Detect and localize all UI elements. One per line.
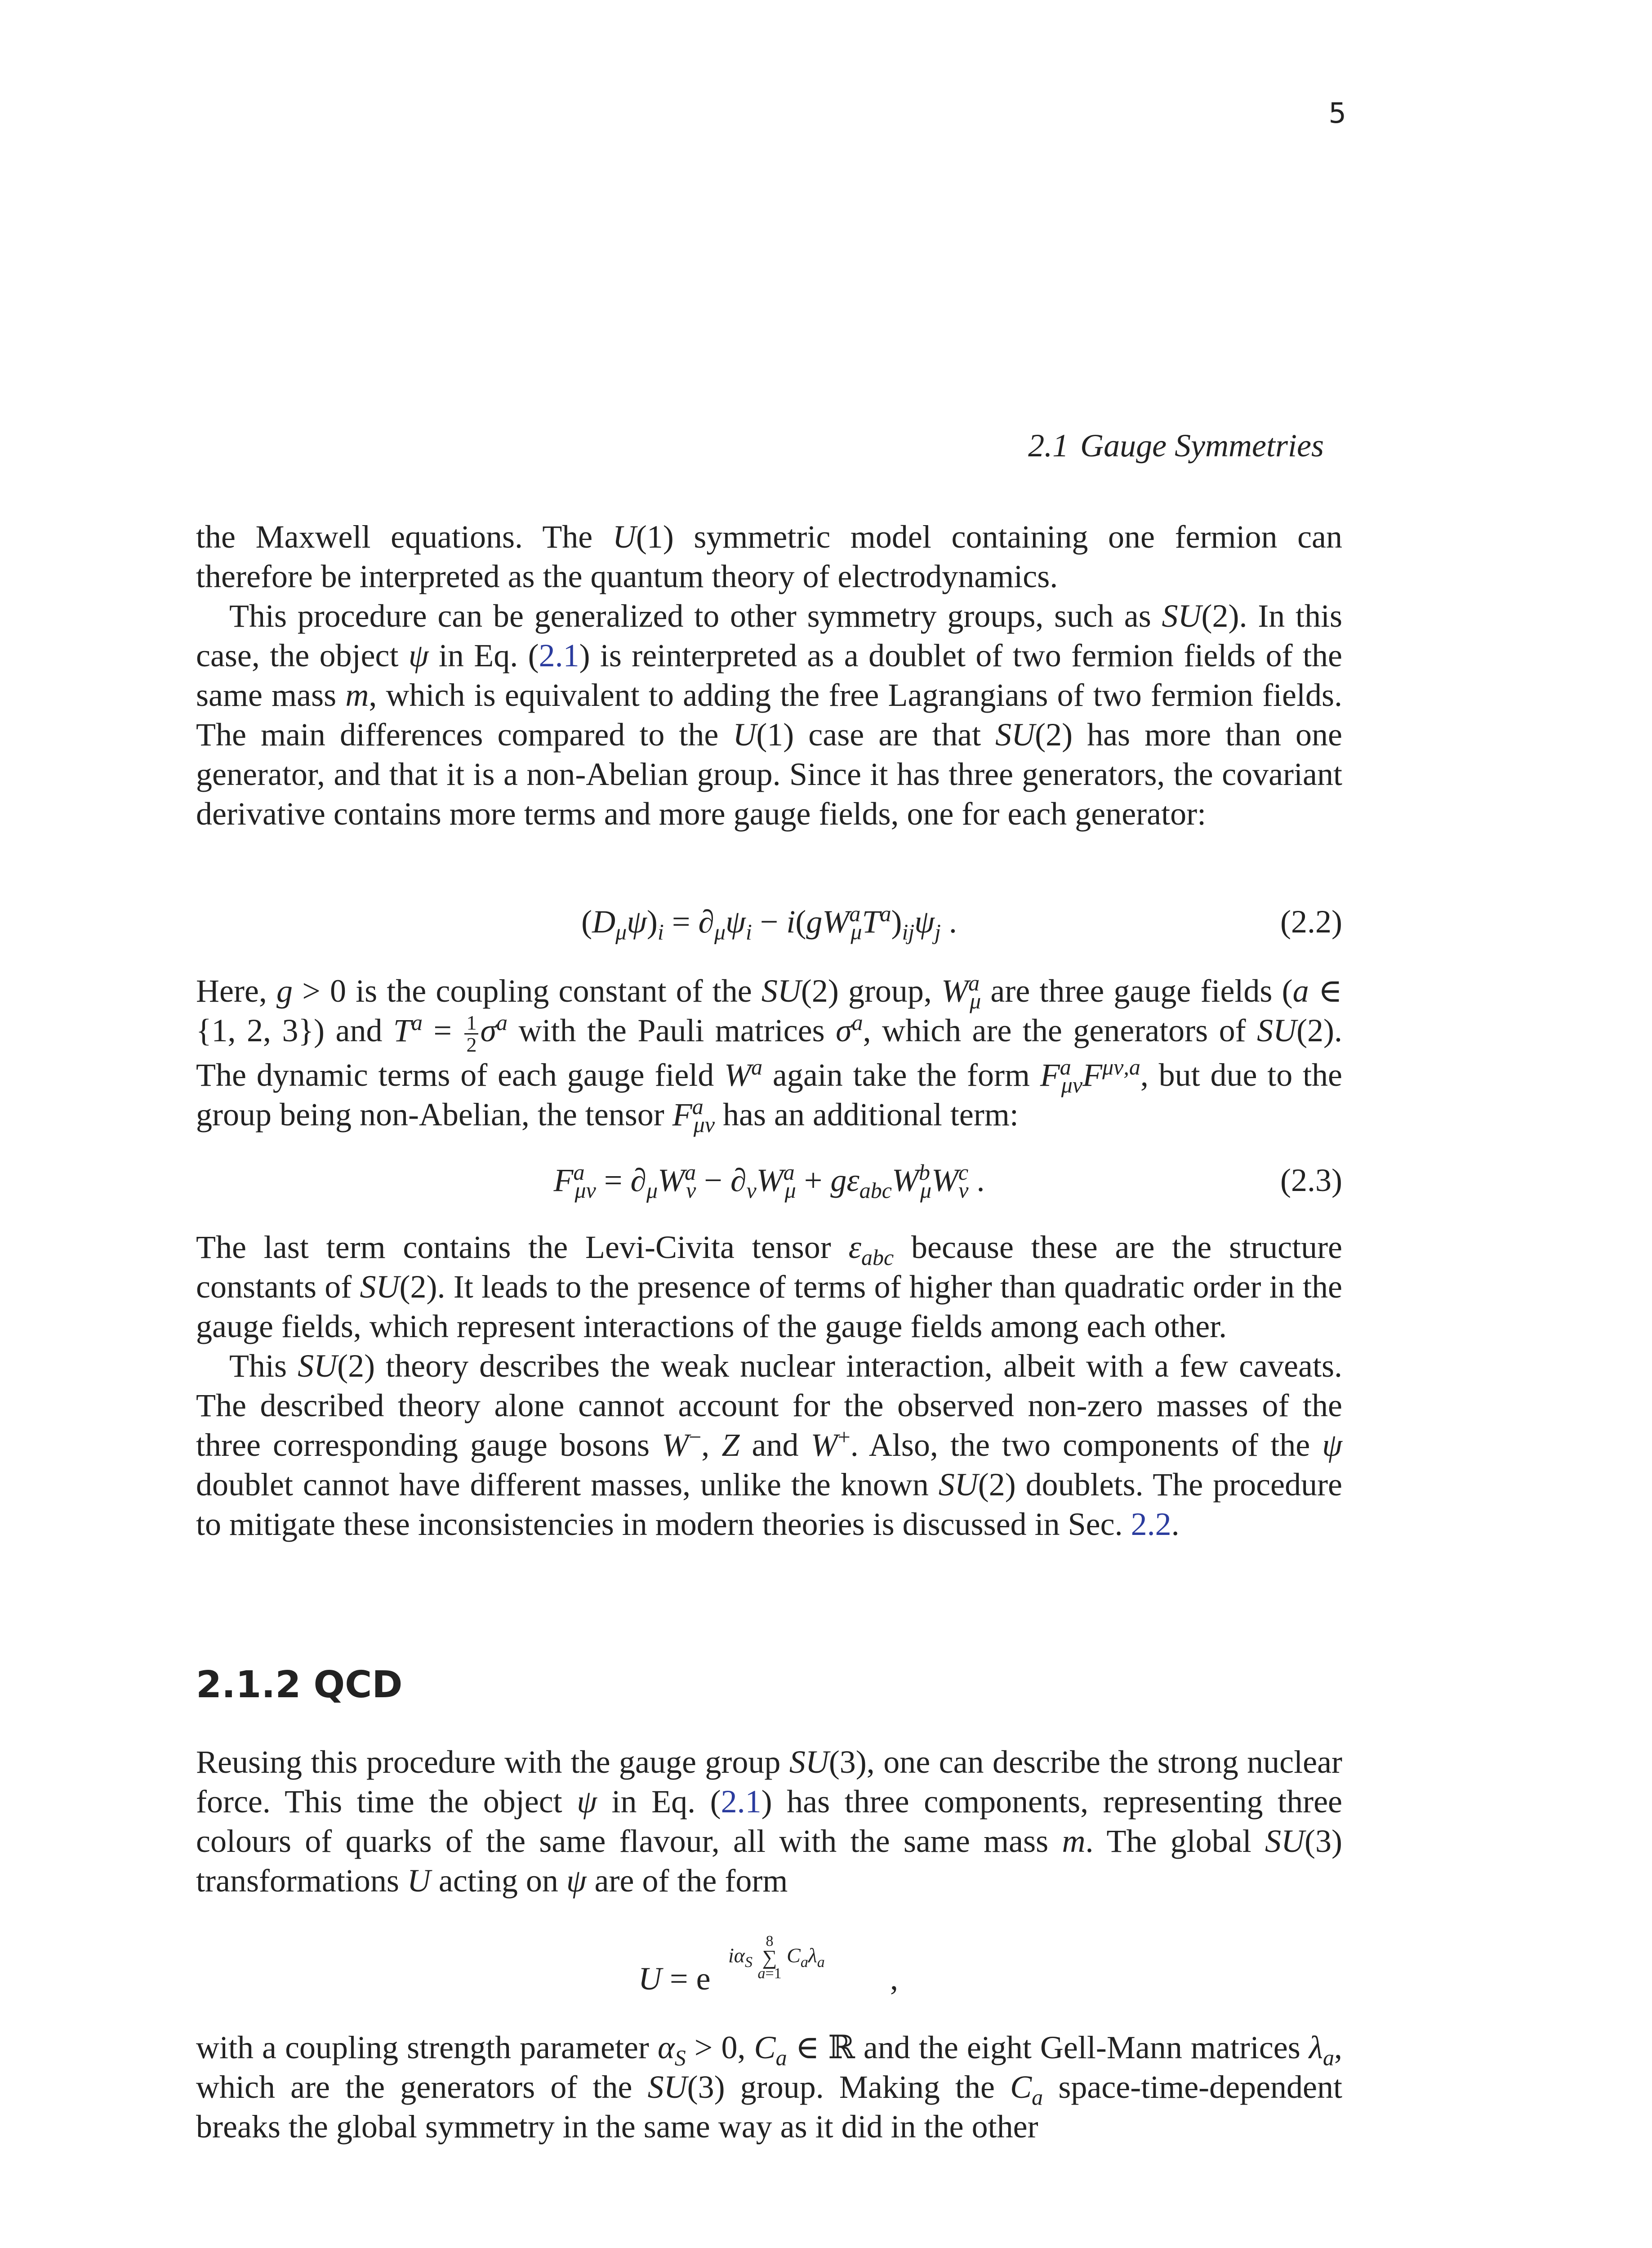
section-title: QCD <box>313 1664 403 1706</box>
page-number: 5 <box>1328 97 1346 129</box>
paragraph-gell-mann: with a coupling strength parameter $\alpha_S > 0$, $C_a$ ∈ ℝ and the eight Gell-Mann matrices $\lambda_a$, which are the generators of the SU(3) group. Making the $C_a$ space-time-dependent breaks the global symmetry in the same way as it did in the other <box>196 2029 1343 2145</box>
equation-2-2 <box>196 897 1342 946</box>
fraction-one-half: $\frac{1}{2}$ <box>464 1012 478 1055</box>
section-heading-qcd <box>196 1664 402 1706</box>
equation-number: (2.3) <box>1280 1162 1342 1198</box>
equation-reference-link[interactable]: 2.1 <box>721 1784 761 1820</box>
running-header <box>1028 427 1324 464</box>
text-block-4 <box>196 1742 1342 1900</box>
paragraph-maxwell: the Maxwell equations. The U(1) symmetric model containing one fermion can therefore be interpreted as the quantum theory of electrodynamics. <box>196 519 1342 594</box>
section-reference-link[interactable]: 2.2 <box>1131 1506 1171 1542</box>
paragraph-coupling-constant: Here, g > 0 is the coupling constant of the SU(2) group, $W^a_\mu$ are three gauge fields (a ∈ {1, 2, 3}) and $T^a$ = $\frac{1}{2}$ $\sigma^a$ with the Pauli matrices $\sigma^a$, which are the generators of SU(2). The dynamic terms of each gauge field $W^a$ again take the form $F^a_{\mu\nu}F^{\mu\nu,a}$, but due to the group being non-Abelian, the tensor $F^a_{\mu\nu}$ has an additional term: <box>196 970 1343 1137</box>
equation-reference-link[interactable]: 2.1 <box>539 638 579 674</box>
su3-transformation-formula: U = e $i\alpha_S$ 8 ∑ a=1 $C_a\lambda_a$ , <box>638 1933 898 1997</box>
header-section-number: 2.1 <box>1028 428 1069 464</box>
text-block-5 <box>196 2028 1342 2146</box>
header-section-title: Gauge Symmetries <box>1080 428 1324 464</box>
text-block-3 <box>196 1227 1342 1544</box>
paragraph-qcd-intro: Reusing this procedure with the gauge group SU(3), one can describe the strong nuclear force. This time the object ψ in Eq. (2.1) has three components, representing three colours of quarks of the same flavour, all with the same mass m. The global SU(3) transformations U acting on ψ are of the form <box>196 1744 1342 1899</box>
paragraph-su2-generalization: This procedure can be generalized to other symmetry groups, such as SU(2). In this case, the object ψ in Eq. (2.1) is reinterpreted as a doublet of two fermion fields of the same mass m, which is equivalent to adding the free Lagrangians of two fermion fields. The main differences compared to the U(1) case are that SU(2) has more than one generator, and that it is a non-Abelian group. Since it has three generators, the covariant derivative contains more terms and more gauge fields, one for each generator: <box>196 598 1342 832</box>
equation-2-3 <box>196 1155 1342 1205</box>
paragraph-weak-interaction: This SU(2) theory describes the weak nuclear interaction, albeit with a few caveats. The described theory alone cannot account for the observed non-zero masses of the three corresponding gauge bosons W−, Z and W+. Also, the two components of the ψ doublet cannot have different masses, unlike the known SU(2) doublets. The procedure to mitigate these inconsistencies in modern theories is discussed in Sec. 2.2. <box>196 1348 1343 1542</box>
text-block-1 <box>196 517 1342 834</box>
field-strength-tensor-formula: $F^a_{\mu\nu} = \partial_\mu W^a_\nu - \partial_\nu W^a_\mu + g\varepsilon_{abc}W^b_\mu W^c_\nu$ . <box>553 1160 985 1203</box>
paragraph-levi-civita: The last term contains the Levi-Civita tensor $\varepsilon_{abc}$ because these are the structure constants of SU(2). It leads to the presence of terms of higher than quadratic order in the gauge fields, which represent interactions of the gauge fields among each other. <box>196 1229 1343 1344</box>
text-block-2 <box>196 970 1343 1137</box>
covariant-derivative-formula: $(D_\mu\psi)_i = \partial_\mu\psi_i - i(gW^a_\mu T^a)_{ij}\psi_j$ . <box>581 901 957 945</box>
equation-number: (2.2) <box>1280 904 1342 940</box>
section-number: 2.1.2 <box>196 1664 301 1706</box>
